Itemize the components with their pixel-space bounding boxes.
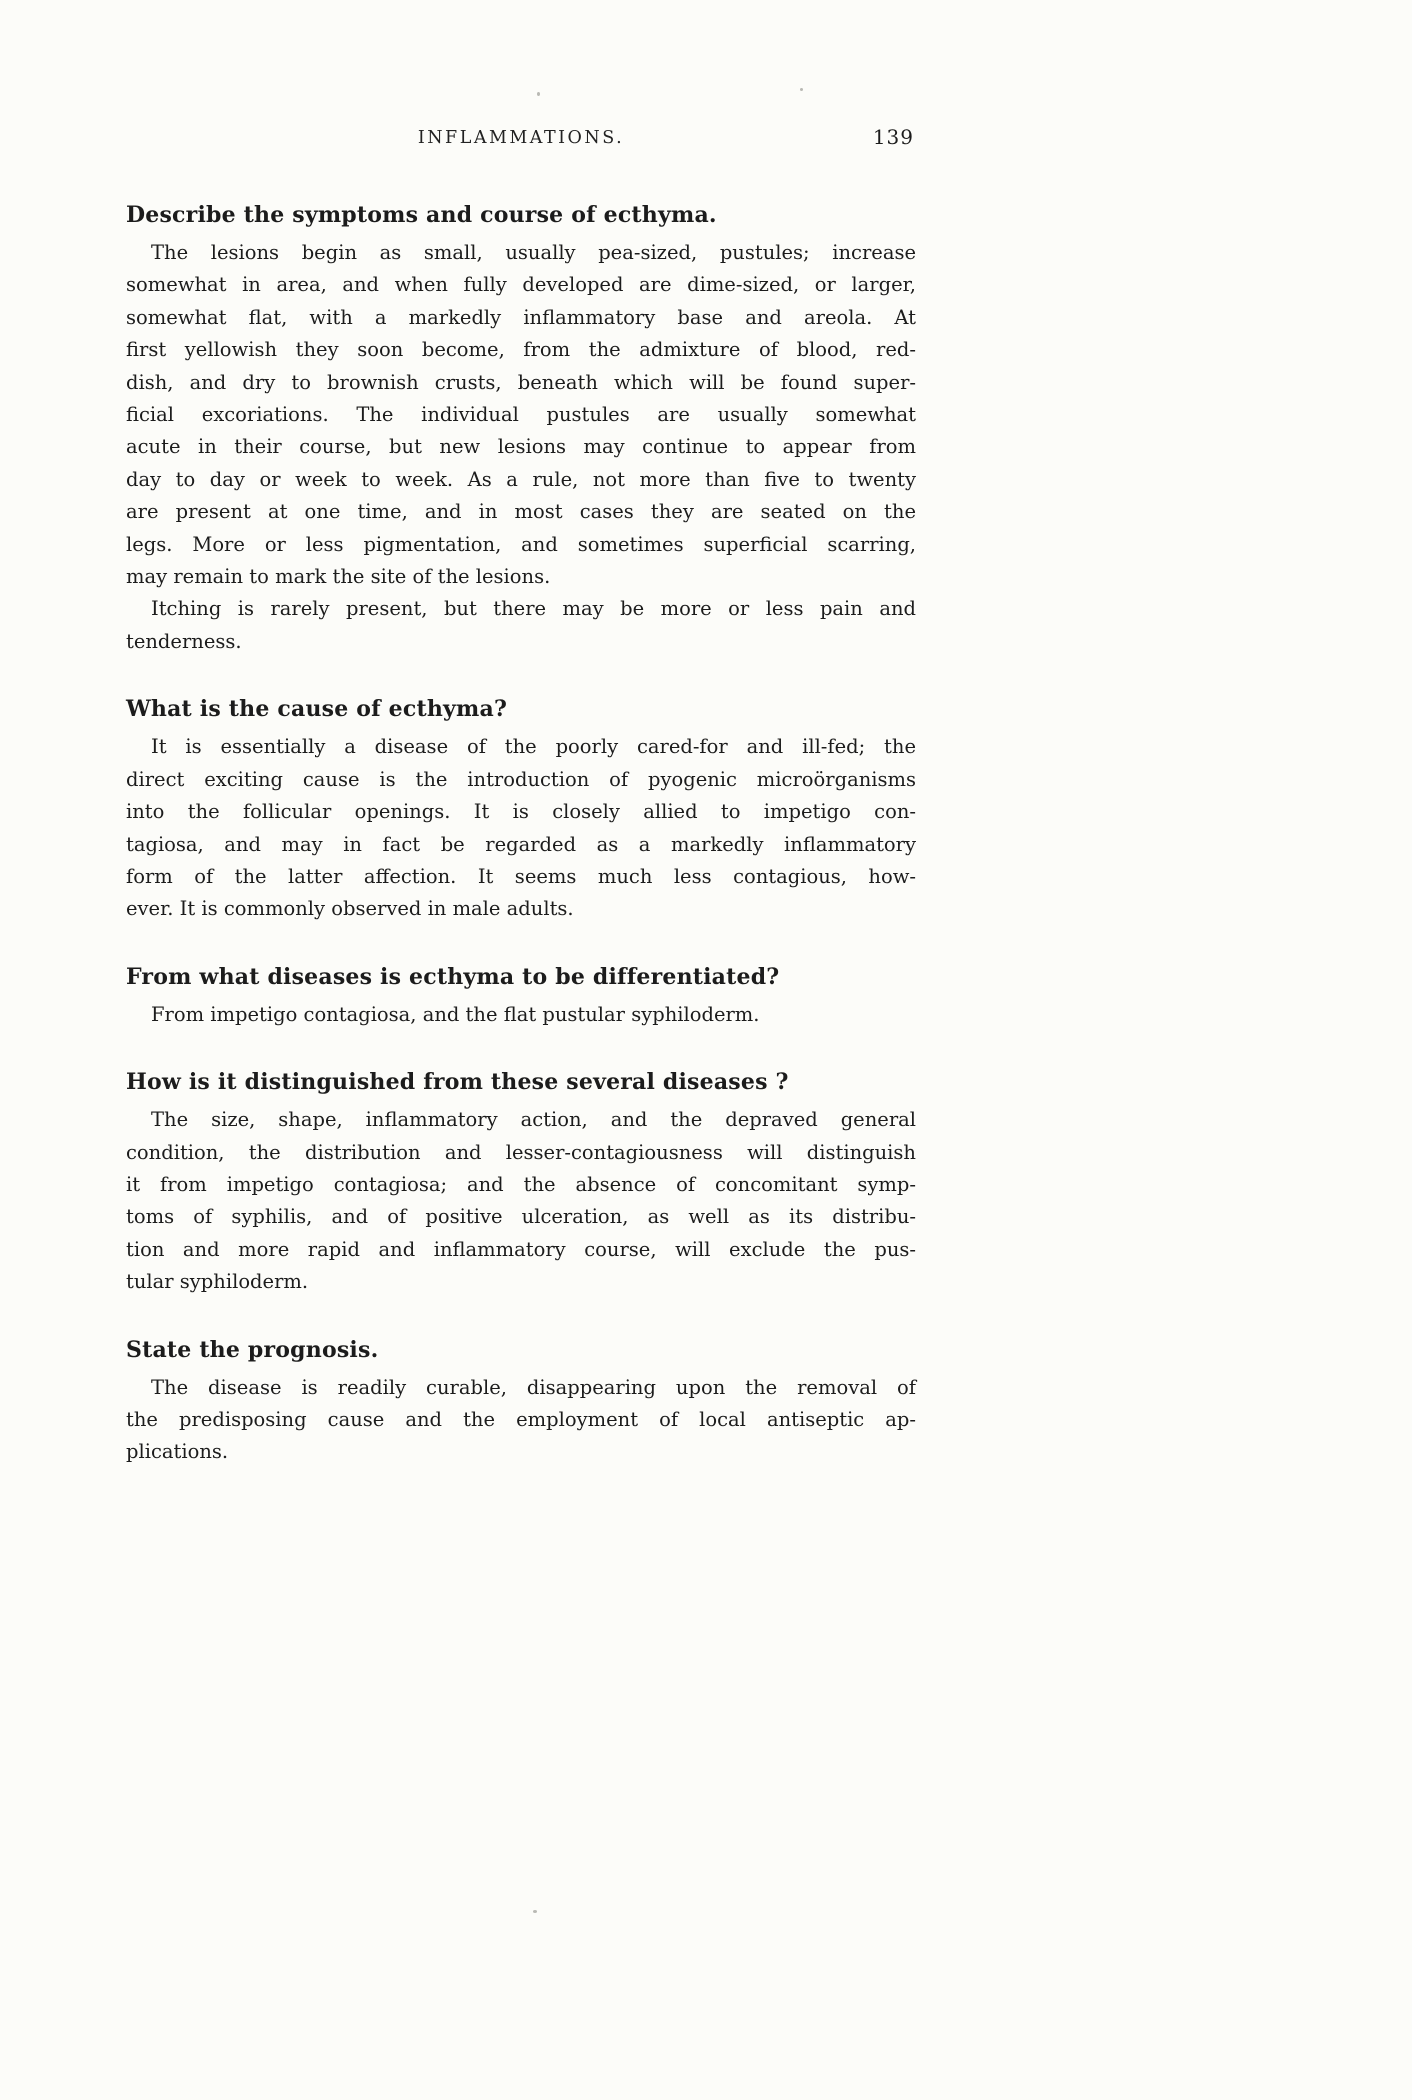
text-line: The lesions begin as small, usually pea-sized, pustules; increase	[151, 241, 916, 264]
text-line: tular syphiloderm.	[126, 1270, 309, 1294]
text-line: direct exciting cause is the introduction of pyogenic microörganisms	[126, 767, 916, 791]
text-line: dish, and dry to brownish crusts, beneath which will be found super-	[126, 370, 916, 394]
text-line: plications.	[126, 1440, 229, 1464]
section-heading: How is it distinguished from these several diseases ?	[126, 1069, 789, 1096]
text-line: From impetigo contagiosa, and the flat pustular syphiloderm.	[151, 1002, 760, 1026]
text-line: somewhat in area, and when fully developed are dime-sized, or larger,	[126, 273, 916, 297]
text-line: condition, the distribution and lesser-contagiousness will distinguish	[126, 1140, 916, 1164]
section	[126, 200, 916, 658]
running-head-title: INFLAMMATIONS.	[417, 128, 625, 148]
text-line: day to day or week to week. As a rule, not more than five to twenty	[126, 467, 916, 491]
text-line: may remain to mark the site of the lesions.	[126, 565, 551, 589]
text-line: toms of syphilis, and of positive ulceration, as well as its distribu-	[126, 1205, 916, 1229]
paragraph	[126, 1104, 916, 1298]
text-line: It is essentially a disease of the poorly cared-for and ill-fed; the	[151, 735, 916, 759]
text-line: legs. More or less pigmentation, and sometimes superficial scarring,	[126, 532, 916, 556]
text-line: form of the latter affection. It seems much less contagious, how-	[126, 864, 916, 888]
text-line: tagiosa, and may in fact be regarded as a markedly inflammatory	[126, 832, 916, 856]
text-column	[126, 125, 916, 1469]
paragraph	[126, 237, 916, 593]
section	[126, 694, 916, 925]
text-line: somewhat flat, with a markedly inflammatory base and areola. At	[126, 305, 916, 329]
section-heading: What is the cause of ecthyma?	[126, 696, 508, 723]
paragraph	[126, 1372, 916, 1469]
page-body	[126, 200, 916, 1469]
paragraph	[126, 593, 916, 658]
section	[126, 962, 916, 1031]
text-line: ficial excoriations. The individual pustules are usually somewhat	[126, 403, 916, 427]
section	[126, 1335, 916, 1469]
scan-artifact	[800, 88, 803, 91]
text-line: are present at one time, and in most cases they are seated on the	[126, 500, 916, 524]
section-heading: Describe the symptoms and course of ecthyma.	[126, 202, 717, 228]
text-line: The disease is readily curable, disappearing upon the removal of	[151, 1375, 916, 1399]
text-line: it from impetigo contagiosa; and the absence of concomitant symp-	[126, 1172, 916, 1196]
text-line: ever. It is commonly observed in male adults.	[126, 897, 574, 921]
text-line: The size, shape, inflammatory action, and the depraved general	[151, 1108, 916, 1132]
text-line: tenderness.	[126, 629, 242, 653]
text-line: first yellowish they soon become, from the admixture of blood, red-	[126, 338, 916, 362]
page-number: 139	[872, 125, 914, 149]
scan-artifact	[537, 92, 540, 96]
section-heading: State the prognosis.	[126, 1336, 379, 1363]
section-heading: From what diseases is ecthyma to be differentiated?	[126, 963, 780, 990]
text-line: tion and more rapid and inflammatory course, will exclude the pus-	[126, 1237, 916, 1261]
scan-artifact	[533, 1910, 537, 1913]
text-line: into the follicular openings. It is closely allied to impetigo con-	[126, 800, 916, 824]
running-head	[126, 125, 916, 158]
section	[126, 1067, 916, 1298]
paragraph	[126, 999, 916, 1031]
text-line: acute in their course, but new lesions may continue to appear from	[126, 435, 916, 459]
paragraph	[126, 731, 916, 925]
text-line: the predisposing cause and the employment of local antiseptic ap-	[126, 1407, 916, 1431]
text-line: Itching is rarely present, but there may be more or less pain and	[151, 597, 916, 621]
